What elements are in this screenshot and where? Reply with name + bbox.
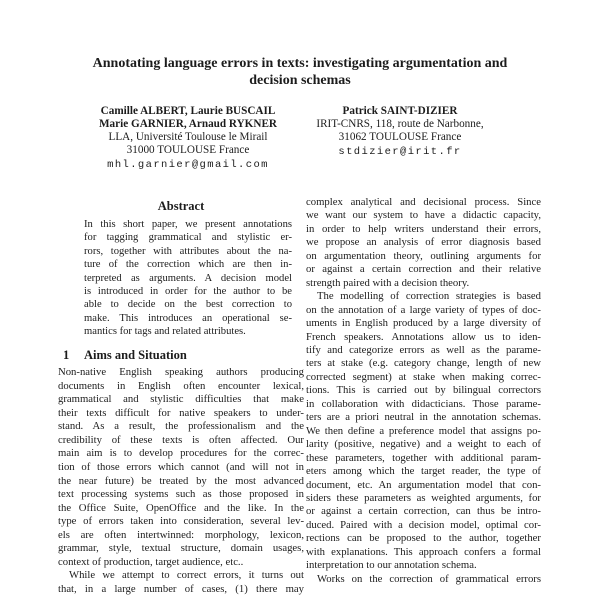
text-line: make. This introduces an operational se-: [84, 312, 292, 324]
text-line: tion of those errors which cannot (and will not in: [58, 460, 304, 473]
text-line: for tagging grammatical and stylistic er-: [84, 232, 292, 244]
text-line: rors, together with attributes about the na-: [84, 245, 292, 257]
text-line: duced. Paired with a decision model, optimal cor-: [306, 518, 541, 531]
text-line: document, etc. An argumentation model that con-: [306, 478, 541, 491]
text-line: Annotating language errors in texts: investigating argumentation and: [92, 56, 508, 71]
text-line: We then define a preference model that assigns po-: [306, 424, 541, 437]
text-line: Marie GARNIER, Arnaud RYKNER: [99, 118, 277, 131]
author-affiliation: [280, 118, 520, 144]
section-title: Aims and Situation: [84, 348, 187, 363]
author-block-right: [280, 105, 520, 159]
text-line: on argumentation theory, outlining arguments for: [306, 249, 541, 262]
text-line: mantics for tags and related attributes.: [84, 326, 246, 338]
text-line: their texts difficult for native speakers to under-: [58, 406, 304, 419]
text-line: main aim is to develop procedures for the correc-: [58, 447, 304, 460]
text-line: grammar, style, textual structure, domain usages,: [58, 542, 304, 555]
text-line: complex analytical and decisional process. Since: [306, 196, 541, 208]
text-line: LLA, Université Toulouse le Mirail: [108, 131, 268, 144]
text-line: siders these parameters as weighted arguments, for: [306, 491, 541, 504]
text-line: In this short paper, we present annotations: [84, 219, 292, 230]
paragraph: [306, 573, 541, 586]
text-line: the near future) be treated by the most advanced: [58, 474, 304, 487]
text-line: 31062 TOULOUSE France: [338, 131, 462, 144]
abstract-body: [84, 218, 292, 339]
text-line: able to decide on the best correction to: [84, 299, 292, 311]
text-line: strength paired with a decision theory.: [306, 276, 470, 289]
text-line: credibility of these texts is often affected. Our: [58, 433, 304, 446]
text-line: corrected segment) at stake when making correc-: [306, 370, 541, 383]
text-line: rections can be proposed to the author, together: [306, 532, 541, 545]
page-title: [0, 56, 600, 89]
text-line: in collaboration with didacticians. Those parame-: [306, 397, 541, 410]
text-line: uments in English produced by a large diversity of: [306, 317, 541, 330]
section-number: 1: [63, 348, 70, 363]
text-line: IRIT-CNRS, 118, route de Narbonne,: [316, 118, 484, 131]
text-line: text processing systems such as those proposed in: [58, 488, 304, 501]
text-line: While we attempt to correct errors, it turns out: [69, 569, 304, 582]
text-line: ters at stake (e.g. category change, length of new: [306, 357, 541, 370]
text-line: French speakers. Annotations allow us to iden-: [306, 330, 541, 343]
text-line: eters among which the target reader, the type of: [306, 465, 541, 478]
paragraph: [306, 196, 541, 290]
text-line: tions. This is carried out by bilingual correctors: [306, 384, 541, 397]
abstract-heading: Abstract: [157, 199, 205, 213]
text-line: these parameters, together with additional param-: [306, 451, 541, 464]
author-email: stdizier@irit.fr: [338, 146, 462, 159]
text-line: or against a certain correction, can thus be intro-: [306, 505, 541, 518]
text-line: we propose an analysis of error diagnosis based: [306, 236, 541, 249]
text-line: tify and categorize errors as well as the parame-: [306, 343, 541, 356]
author-names: [280, 105, 520, 118]
text-line: els are often intertwinned: morphology, lexicon,: [58, 528, 304, 541]
text-line: decision schemas: [249, 72, 351, 88]
author-email: mhl.garnier@gmail.com: [107, 159, 269, 172]
text-line: terpreted as arguments. A decision model: [84, 272, 292, 284]
text-line: documents in English often encounter lexical,: [58, 379, 304, 392]
text-line: Works on the correction of grammatical errors: [317, 572, 541, 585]
text-line: we want our system to have a didactic capacity,: [306, 209, 541, 222]
text-line: with explanations. This approach confers a formal: [306, 545, 541, 558]
paragraph: [58, 366, 304, 569]
paragraph: [306, 290, 541, 573]
paragraph: [58, 569, 304, 596]
text-line: is introduced in order for the author to be: [84, 286, 292, 298]
text-line: larity (positive, negative) and a weight to each of: [306, 438, 541, 451]
text-line: Camille ALBERT, Laurie BUSCAIL: [100, 105, 276, 117]
author-block-left: [66, 105, 310, 172]
column-right: [306, 196, 541, 586]
text-line: ters are a priori neutral in the annotation schemas.: [306, 411, 541, 424]
section-1-heading: [58, 348, 304, 362]
text-line: on the annotation of a large variety of types of doc-: [306, 303, 541, 316]
text-line: context of production, target audience, etc..: [58, 555, 244, 568]
text-line: that, in a large number of cases, (1) there may: [58, 582, 304, 595]
author-affiliation: [66, 131, 310, 157]
text-line: type of errors taken into consideration, several lev-: [58, 515, 304, 528]
text-line: The modelling of correction strategies is based: [317, 290, 541, 303]
text-line: Patrick SAINT-DIZIER: [342, 105, 458, 117]
text-line: ture of the correction which are then in-: [84, 259, 292, 271]
text-line: Non-native English speaking authors producing: [58, 366, 304, 379]
text-line: grammatical and stylistic difficulties that make: [58, 393, 304, 406]
text-line: in order to help writers understand their errors,: [306, 222, 541, 235]
text-line: the Office Suite, OpenOffice and the like. In the: [58, 501, 304, 514]
column-left: [58, 199, 304, 596]
text-line: 31000 TOULOUSE France: [126, 144, 250, 157]
text-line: stand. As a result, the professionalism and the: [58, 420, 304, 433]
text-line: interpretation to our annotation schema.: [306, 559, 477, 572]
text-line: or against a certain correction and their relative: [306, 263, 541, 276]
author-names: [66, 105, 310, 131]
